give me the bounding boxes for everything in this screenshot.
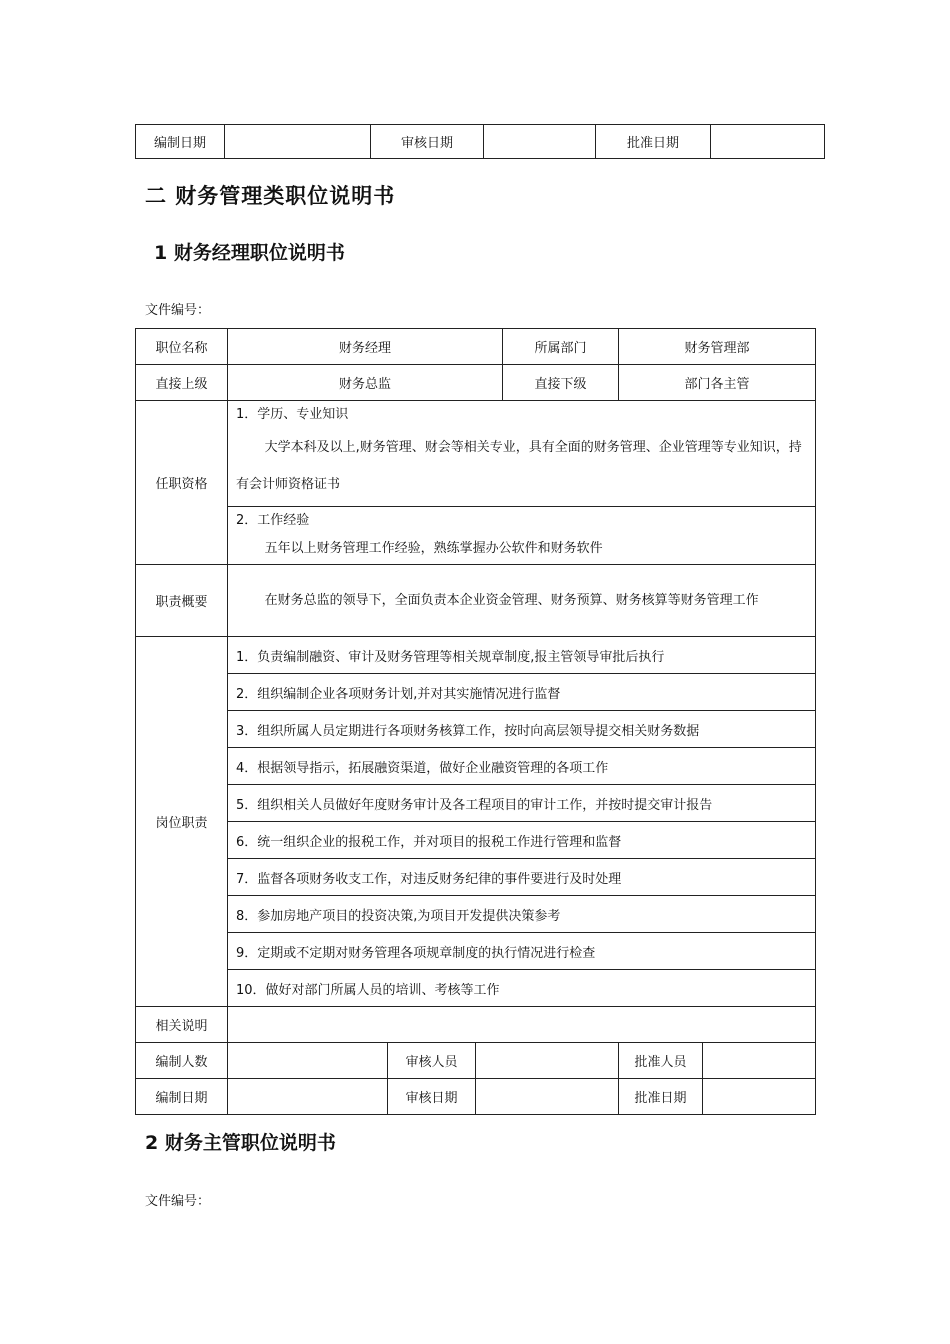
- duty-item: 5．组织相关人员做好年度财务审计及各工程项目的审计工作，并按时提交审计报告: [228, 785, 816, 822]
- job1-table: [135, 328, 816, 1115]
- duty-item: 10．做好对部门所属人员的培训、考核等工作: [228, 970, 816, 1007]
- reviewed-date-label: 审核日期: [371, 125, 484, 159]
- job1-reviewed-date-value[interactable]: [476, 1079, 619, 1115]
- duty-item: 7．监督各项财务收支工作，对违反财务纪律的事件要进行及时处理: [228, 859, 816, 896]
- department-label: 所属部门: [503, 329, 619, 365]
- job2-doc-no-label: 文件编号：: [145, 1194, 211, 1209]
- duties-label: 岗位职责: [136, 637, 228, 1007]
- duty-item: 2．组织编制企业各项财务计划,并对其实施情况进行监督: [228, 674, 816, 711]
- job1-title: 1 财务经理职位说明书: [154, 242, 345, 264]
- duty-item: 8．参加房地产项目的投资决策,为项目开发提供决策参考: [228, 896, 816, 933]
- approved-date-value[interactable]: [711, 125, 825, 159]
- superior-label: 直接上级: [136, 365, 228, 401]
- job1-reviewed-date-label: 审核日期: [388, 1079, 476, 1115]
- prepared-by-label: 编制人数: [136, 1043, 228, 1079]
- summary-label: 职责概要: [136, 565, 228, 637]
- job2-title: 2 财务主管职位说明书: [145, 1132, 336, 1154]
- qual-1-text: 大学本科及以上,财务管理、财会等相关专业，具有全面的财务管理、企业管理等专业知识，持有会计师资格证书: [236, 440, 802, 492]
- reviewer-label: 审核人员: [388, 1043, 476, 1079]
- prepared-date-value[interactable]: [225, 125, 371, 159]
- position-name-value: 财务经理: [228, 329, 503, 365]
- qualification-experience: [228, 507, 816, 565]
- reviewer-value[interactable]: [476, 1043, 619, 1079]
- superior-value: 财务总监: [228, 365, 503, 401]
- summary-text: 在财务总监的领导下，全面负责本企业资金管理、财务预算、财务核算等财务管理工作: [264, 592, 759, 608]
- job1-prepared-date-value[interactable]: [228, 1079, 388, 1115]
- subordinate-value: 部门各主管: [619, 365, 816, 401]
- qualification-education: [228, 401, 816, 507]
- duty-item: 9．定期或不定期对财务管理各项规章制度的执行情况进行检查: [228, 933, 816, 970]
- job1-prepared-date-label: 编制日期: [136, 1079, 228, 1115]
- position-name-label: 职位名称: [136, 329, 228, 365]
- department-value: 财务管理部: [619, 329, 816, 365]
- qual-2-title: 2．工作经验: [236, 513, 310, 528]
- approved-date-label: 批准日期: [596, 125, 711, 159]
- job1-approved-date-label: 批准日期: [619, 1079, 703, 1115]
- top-signoff-table: [135, 124, 825, 159]
- qual-1-title: 1．学历、专业知识: [236, 407, 349, 422]
- duty-item: 6．统一组织企业的报税工作，并对项目的报税工作进行管理和监督: [228, 822, 816, 859]
- qualification-label: 任职资格: [136, 401, 228, 565]
- summary-cell: [228, 565, 816, 637]
- section-title: 二 财务管理类职位说明书: [145, 184, 396, 208]
- reviewed-date-value[interactable]: [484, 125, 596, 159]
- approver-label: 批准人员: [619, 1043, 703, 1079]
- duty-item: 1．负责编制融资、审计及财务管理等相关规章制度,报主管领导审批后执行: [228, 637, 816, 674]
- prepared-by-value[interactable]: [228, 1043, 388, 1079]
- duty-item: 3．组织所属人员定期进行各项财务核算工作，按时向高层领导提交相关财务数据: [228, 711, 816, 748]
- job1-doc-no-label: 文件编号：: [145, 303, 211, 318]
- job1-approved-date-value[interactable]: [703, 1079, 816, 1115]
- notes-label: 相关说明: [136, 1007, 228, 1043]
- prepared-date-label: 编制日期: [136, 125, 225, 159]
- notes-value[interactable]: [228, 1007, 816, 1043]
- subordinate-label: 直接下级: [503, 365, 619, 401]
- duty-item: 4．根据领导指示，拓展融资渠道，做好企业融资管理的各项工作: [228, 748, 816, 785]
- qual-2-text: 五年以上财务管理工作经验，熟练掌握办公软件和财务软件: [264, 541, 603, 556]
- approver-value[interactable]: [703, 1043, 816, 1079]
